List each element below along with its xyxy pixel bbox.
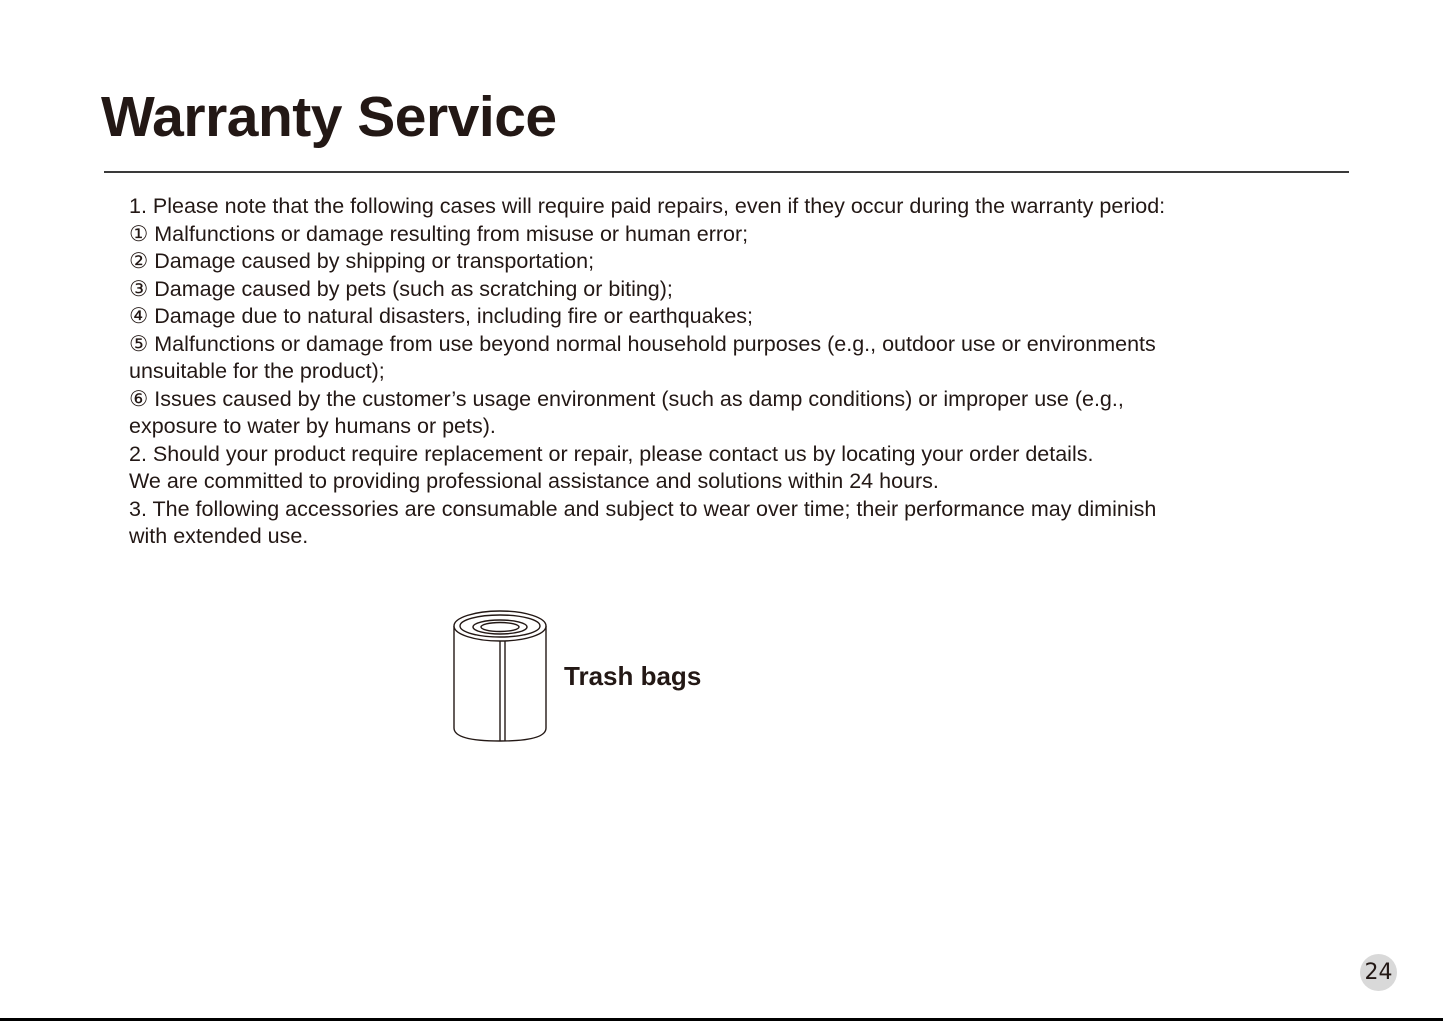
- case-2-shipping: ② Damage caused by shipping or transportation;: [129, 249, 595, 273]
- case-5-continuation: unsuitable for the product);: [129, 359, 385, 383]
- case-6-environment: ⑥ Issues caused by the customer’s usage environment (such as damp conditions) or improper use (e.g.,: [129, 386, 1124, 411]
- trash-bag-roll-icon: [450, 606, 554, 748]
- paid-repairs-intro: 1. Please note that the following cases will require paid repairs, even if they occur during the warranty period:: [129, 194, 1166, 218]
- consumables-continuation: with extended use.: [129, 524, 309, 548]
- case-4-disasters: ④ Damage due to natural disasters, including fire or earthquakes;: [129, 304, 754, 328]
- case-6-continuation: exposure to water by humans or pets).: [129, 414, 496, 438]
- support-commitment: We are committed to providing professional assistance and solutions within 24 hours.: [129, 469, 939, 493]
- page-title: Warranty Service: [101, 85, 557, 149]
- case-3-pets: ③ Damage caused by pets (such as scratching or biting);: [129, 276, 673, 301]
- accessory-figure: [450, 606, 790, 748]
- title-divider: [104, 171, 1349, 173]
- consumables-note: 3. The following accessories are consumable and subject to wear over time; their performance may diminish: [129, 496, 1157, 521]
- page-number: 24: [1360, 954, 1397, 991]
- accessory-label: Trash bags: [564, 661, 702, 691]
- case-1-misuse: ① Malfunctions or damage resulting from misuse or human error;: [129, 221, 749, 246]
- warranty-text: [129, 193, 1254, 551]
- case-5-beyond-household: ⑤ Malfunctions or damage from use beyond normal household purposes (e.g., outdoor use or environments: [129, 331, 1156, 356]
- replacement-contact: 2. Should your product require replacement or repair, please contact us by locating your order details.: [129, 441, 1094, 466]
